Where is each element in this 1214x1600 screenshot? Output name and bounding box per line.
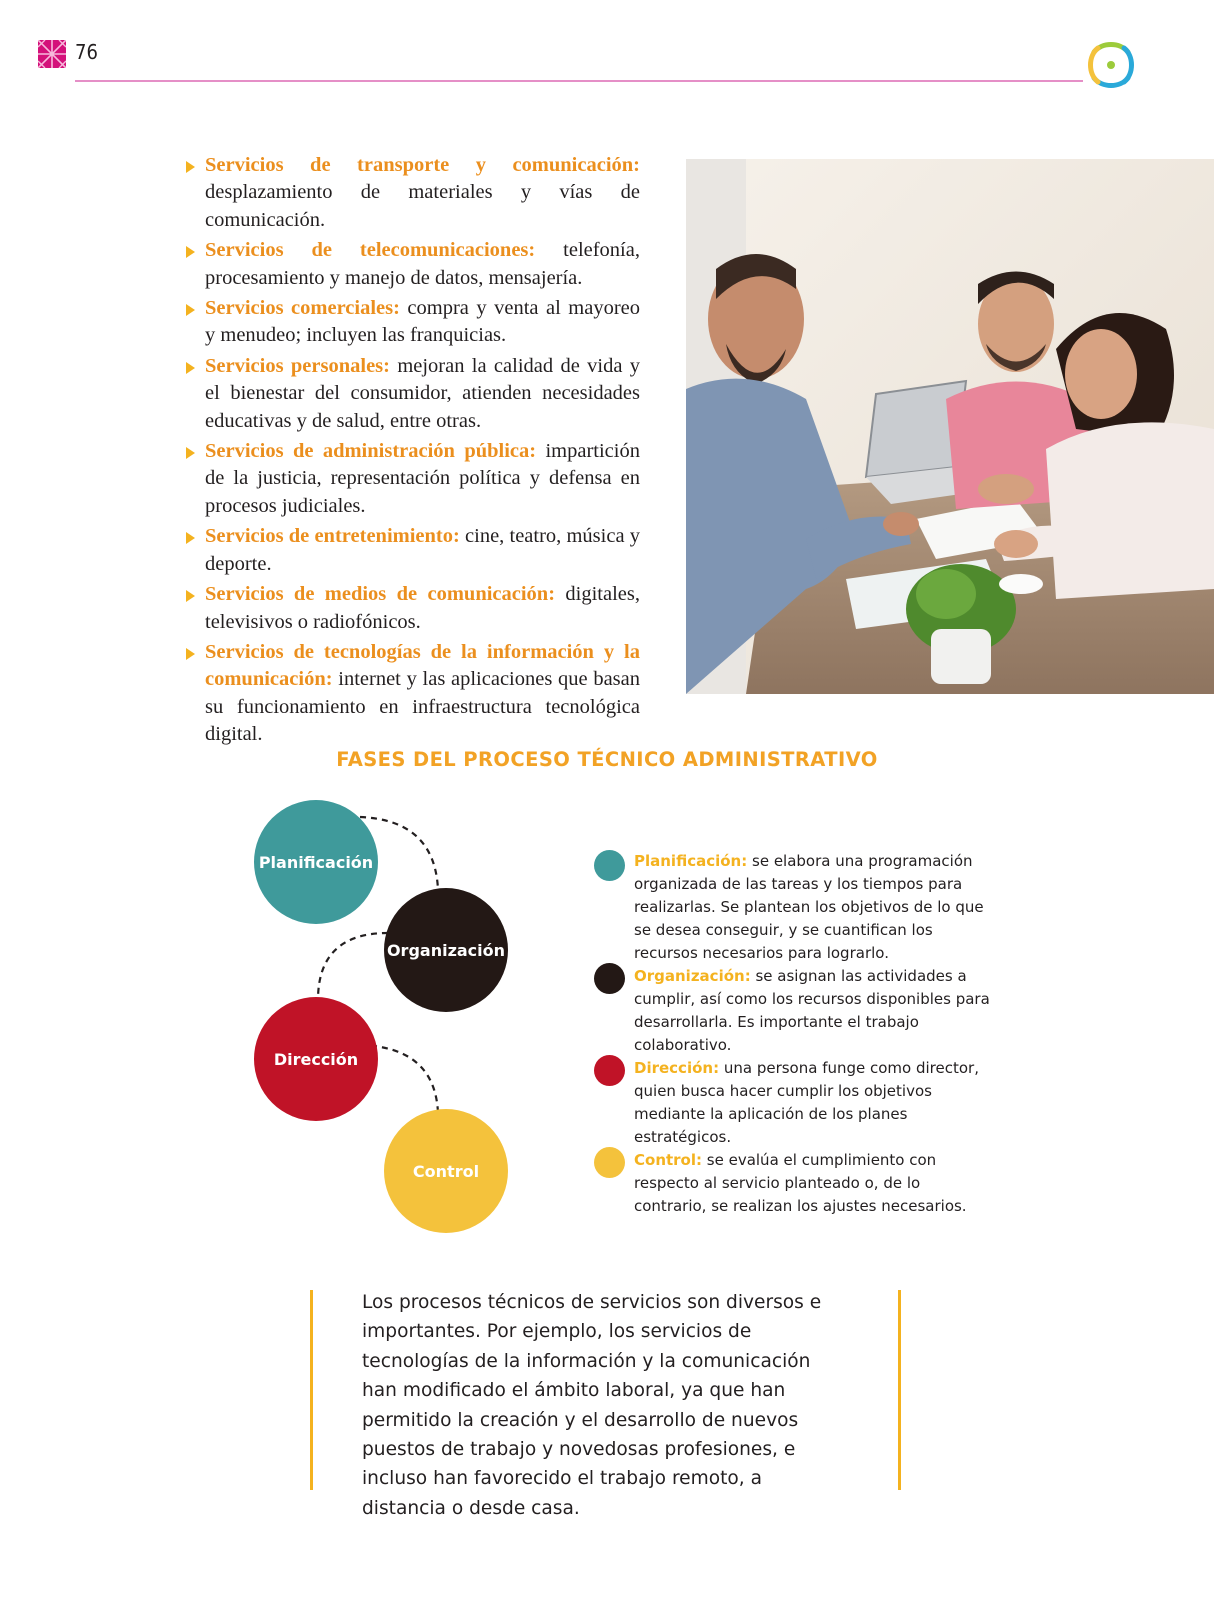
bullet-arrow-icon [186,447,195,459]
list-item [185,237,640,292]
phase-item-control [594,1149,994,1218]
yellow-dot-icon [594,1147,625,1178]
service-description: telefonía, procesamiento y manejo de datos, mensajería. [205,239,640,289]
service-description: internet y las aplicaciones que basan su funcionamiento en infraestructura tecnológica digital. [205,668,640,746]
office-meeting-photo [686,159,1214,694]
service-term: Servicios de administración pública: [205,440,537,463]
phase-description: se asignan las actividades a cumplir, así como los recursos disponibles para desarrollarla. Es importante el trabajo colaborativo. [634,967,990,1054]
service-description: mejoran la calidad de vida y el bienestar del consumidor, atienden necesidades educativas y de salud, entre otras. [205,354,640,432]
service-term: Servicios de entretenimiento: [205,525,460,548]
service-description: impartición de la justicia, representación política y defensa en procesos judiciales. [205,440,640,517]
phase-circle-label: Planificación [258,853,374,872]
book-logo-icon [1084,38,1138,92]
service-term: Servicios comerciales: [205,297,400,320]
phase-circle-planificacion [254,800,378,924]
phase-term: Planificación: [634,852,748,870]
closing-paragraph: Los procesos técnicos de servicios son diversos e importantes. Por ejemplo, los servicios de tecnologías de la información y la comunicación han modificado el ámbito laboral, ya que han permitido la creación y el desarrollo de nuevos puestos de trabajo y novedosas profesiones, e incluso han favorecido el trabajo remoto, a distancia o desde casa. [362,1292,822,1519]
list-item [185,523,640,578]
phase-description: se elabora una programación organizada de las tareas y los tiempos para realizarlas. Se plantean los objetivos de lo que se desea conseguir, y se cuantifican los recursos necesarios para lograrlo. [634,852,984,962]
list-item [185,295,640,350]
service-description: digitales, televisivos o radiofónicos. [205,583,640,633]
service-term: Servicios de telecomunicaciones: [205,239,536,262]
bullet-arrow-icon [186,304,195,316]
bullet-arrow-icon [186,362,195,374]
phase-circle-control [384,1109,508,1233]
bullet-arrow-icon [186,246,195,258]
list-item [185,438,640,520]
phase-circle-label: Dirección [273,1050,359,1069]
service-term: Servicios de medios de comunicación: [205,583,556,606]
phase-description: una persona funge como director, quien busca hacer cumplir los objetivos mediante la aplicación de los planes estratégicos. [634,1059,979,1146]
list-item [185,152,640,234]
teal-dot-icon [594,850,625,881]
bullet-arrow-icon [186,161,195,173]
phase-term: Organización: [634,967,751,985]
phase-item-direccion [594,1057,994,1149]
list-item [185,639,640,749]
phase-circle-label: Control [412,1162,480,1181]
box-rule-right [898,1290,901,1490]
phase-term: Dirección: [634,1059,720,1077]
service-description: compra y venta al mayoreo y menudeo; incluyen las franquicias. [205,297,640,347]
list-item [185,581,640,636]
header-rule [75,80,1083,82]
box-rule-left [310,1290,313,1490]
bullet-arrow-icon [186,590,195,602]
phase-descriptions [594,850,994,1218]
service-term: Servicios personales: [205,354,390,377]
service-term: Servicios de transporte y comunicación: [205,154,640,176]
phase-circle-label: Organización [386,941,506,960]
connector-line [318,933,388,1000]
phase-item-planificacion [594,850,994,965]
list-item [185,353,640,435]
phase-circle-direccion [254,997,378,1121]
service-description: cine, teatro, música y deporte. [205,525,640,575]
phases-diagram [250,795,540,1260]
bullet-arrow-icon [186,648,195,660]
section-title: FASES DEL PROCESO TÉCNICO ADMINISTRATIVO [336,748,878,771]
red-dot-icon [594,1055,625,1086]
phase-item-organizacion [594,965,994,1057]
phase-circle-organizacion [384,888,508,1012]
phase-term: Control: [634,1151,703,1169]
services-list [185,152,640,752]
bullet-arrow-icon [186,532,195,544]
page-number: 76 [75,40,98,64]
black-dot-icon [594,963,625,994]
service-term: Servicios de tecnologías de la información y la comunicación: [205,640,640,691]
phase-description: se evalúa el cumplimiento con respecto al servicio planteado o, de lo contrario, se realizan los ajustes necesarios. [634,1151,967,1215]
pattern-tile-icon [38,40,66,68]
service-description: desplazamiento de materiales y vías de comunicación. [205,181,640,231]
